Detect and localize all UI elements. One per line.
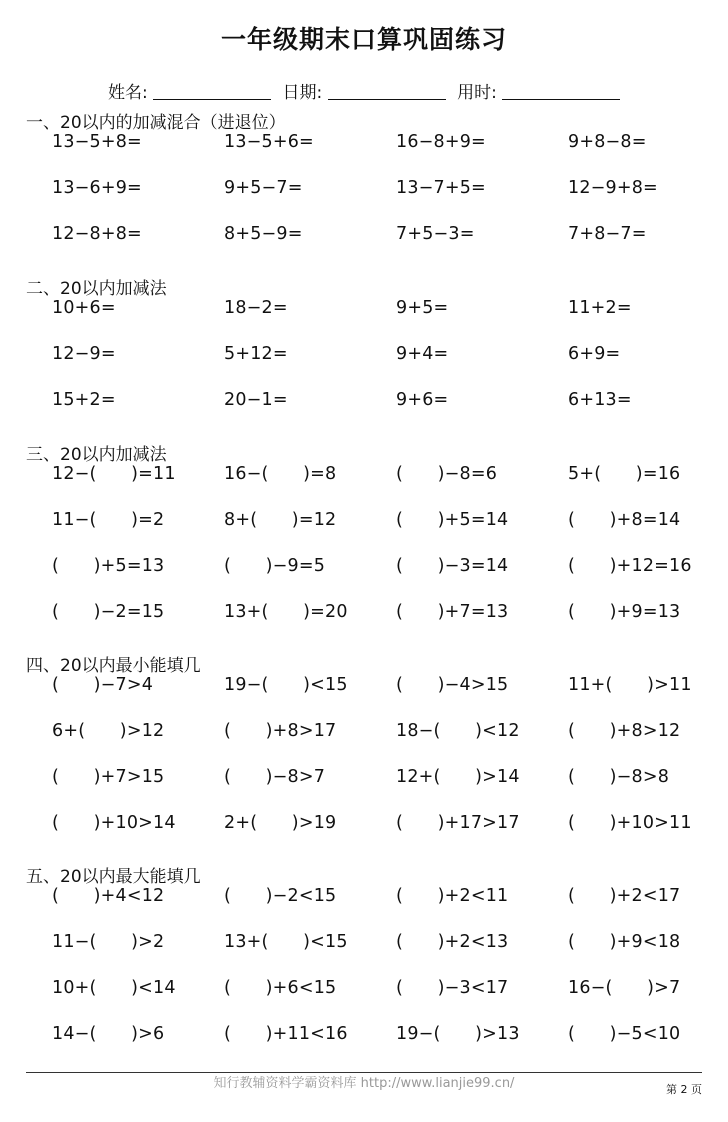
math-problem: 11+2= xyxy=(568,298,632,318)
problem-row xyxy=(0,464,728,488)
math-problem: 20−1= xyxy=(224,390,288,410)
date-label: 日期: xyxy=(282,83,323,103)
math-problem: ( )+17>17 xyxy=(396,813,520,833)
math-problem: 13+( )<15 xyxy=(224,932,348,952)
math-problem: ( )+4<12 xyxy=(52,886,165,906)
math-problem: ( )+2<11 xyxy=(396,886,509,906)
math-problem: ( )+12=16 xyxy=(568,556,692,576)
math-problem: 19−( )>13 xyxy=(396,1024,520,1044)
name-blank[interactable] xyxy=(153,83,271,100)
section-title-4: 四、20以内最小能填几 xyxy=(26,656,201,676)
problem-row xyxy=(0,390,728,414)
math-problem: 12−( )=11 xyxy=(52,464,176,484)
math-problem: ( )−4>15 xyxy=(396,675,509,695)
math-problem: 2+( )>19 xyxy=(224,813,337,833)
name-label: 姓名: xyxy=(108,83,148,103)
math-problem: ( )−3=14 xyxy=(396,556,509,576)
student-info-line xyxy=(108,78,620,103)
math-problem: ( )+10>14 xyxy=(52,813,176,833)
page-title: 一年级期末口算巩固练习 xyxy=(220,25,507,54)
math-problem: ( )−2<15 xyxy=(224,886,337,906)
math-problem: 19−( )<15 xyxy=(224,675,348,695)
math-problem: 6+13= xyxy=(568,390,632,410)
problem-row xyxy=(0,178,728,202)
section-title-2: 二、20以内加减法 xyxy=(26,279,167,299)
math-problem: ( )+5=14 xyxy=(396,510,509,530)
math-problem: 9+6= xyxy=(396,390,449,410)
math-problem: ( )+2<17 xyxy=(568,886,681,906)
problem-row xyxy=(0,767,728,791)
math-problem: 11−( )=2 xyxy=(52,510,165,530)
math-problem: ( )−8>8 xyxy=(568,767,670,787)
math-problem: 7+5−3= xyxy=(396,224,475,244)
math-problem: ( )−5<10 xyxy=(568,1024,681,1044)
math-problem: ( )+7>15 xyxy=(52,767,165,787)
footer-watermark: 知行教辅资料学霸资料库 http://www.lianjie99.cn/ xyxy=(213,1076,515,1091)
math-problem: 9+5= xyxy=(396,298,449,318)
math-problem: 10+( )<14 xyxy=(52,978,176,998)
math-problem: 11+( )>11 xyxy=(568,675,692,695)
math-problem: ( )+6<15 xyxy=(224,978,337,998)
math-problem: 12−8+8= xyxy=(52,224,142,244)
problem-row xyxy=(0,721,728,745)
math-problem: ( )+5=13 xyxy=(52,556,165,576)
math-problem: ( )+10>11 xyxy=(568,813,692,833)
math-problem: ( )−3<17 xyxy=(396,978,509,998)
math-problem: 5+12= xyxy=(224,344,288,364)
problem-row xyxy=(0,510,728,534)
problem-row xyxy=(0,932,728,956)
problem-row xyxy=(0,886,728,910)
problem-row xyxy=(0,344,728,368)
math-problem: 13−7+5= xyxy=(396,178,486,198)
section-title-1: 一、20以内的加减混合（进退位） xyxy=(26,113,286,133)
math-problem: ( )−7>4 xyxy=(52,675,154,695)
math-problem: 18−2= xyxy=(224,298,288,318)
math-problem: ( )+7=13 xyxy=(396,602,509,622)
math-problem: 8+5−9= xyxy=(224,224,303,244)
math-problem: 12+( )>14 xyxy=(396,767,520,787)
math-problem: ( )−2=15 xyxy=(52,602,165,622)
problem-row xyxy=(0,298,728,322)
page-number: 第 2 页 xyxy=(666,1083,702,1096)
math-problem: 12−9= xyxy=(52,344,116,364)
problem-row xyxy=(0,556,728,580)
problem-row xyxy=(0,1024,728,1048)
math-problem: ( )+9<18 xyxy=(568,932,681,952)
math-problem: ( )−8>7 xyxy=(224,767,326,787)
math-problem: 18−( )<12 xyxy=(396,721,520,741)
time-blank[interactable] xyxy=(502,83,620,100)
problem-row xyxy=(0,602,728,626)
math-problem: 6+9= xyxy=(568,344,621,364)
math-problem: ( )−8=6 xyxy=(396,464,498,484)
math-problem: 9+8−8= xyxy=(568,132,647,152)
math-problem: 6+( )>12 xyxy=(52,721,165,741)
math-problem: 12−9+8= xyxy=(568,178,658,198)
math-problem: 15+2= xyxy=(52,390,116,410)
math-problem: 13−5+8= xyxy=(52,132,142,152)
math-problem: 11−( )>2 xyxy=(52,932,165,952)
problem-row xyxy=(0,224,728,248)
math-problem: ( )−9=5 xyxy=(224,556,326,576)
math-problem: ( )+11<16 xyxy=(224,1024,348,1044)
section-title-5: 五、20以内最大能填几 xyxy=(26,867,201,887)
math-problem: 14−( )>6 xyxy=(52,1024,165,1044)
date-blank[interactable] xyxy=(328,83,446,100)
math-problem: ( )+2<13 xyxy=(396,932,509,952)
math-problem: 10+6= xyxy=(52,298,116,318)
math-problem: 16−8+9= xyxy=(396,132,486,152)
math-problem: 16−( )=8 xyxy=(224,464,337,484)
math-problem: 9+5−7= xyxy=(224,178,303,198)
section-title-3: 三、20以内加减法 xyxy=(26,445,167,465)
math-problem: 9+4= xyxy=(396,344,449,364)
time-label: 用时: xyxy=(457,83,497,103)
problem-row xyxy=(0,978,728,1002)
math-problem: ( )+8>12 xyxy=(568,721,681,741)
problem-row xyxy=(0,813,728,837)
math-problem: 13−6+9= xyxy=(52,178,142,198)
problem-row xyxy=(0,675,728,699)
math-problem: 13−5+6= xyxy=(224,132,314,152)
math-problem: 5+( )=16 xyxy=(568,464,681,484)
math-problem: ( )+9=13 xyxy=(568,602,681,622)
math-problem: ( )+8>17 xyxy=(224,721,337,741)
math-problem: 8+( )=12 xyxy=(224,510,337,530)
problem-row xyxy=(0,132,728,156)
math-problem: 13+( )=20 xyxy=(224,602,348,622)
math-problem: ( )+8=14 xyxy=(568,510,681,530)
math-problem: 16−( )>7 xyxy=(568,978,681,998)
math-problem: 7+8−7= xyxy=(568,224,647,244)
